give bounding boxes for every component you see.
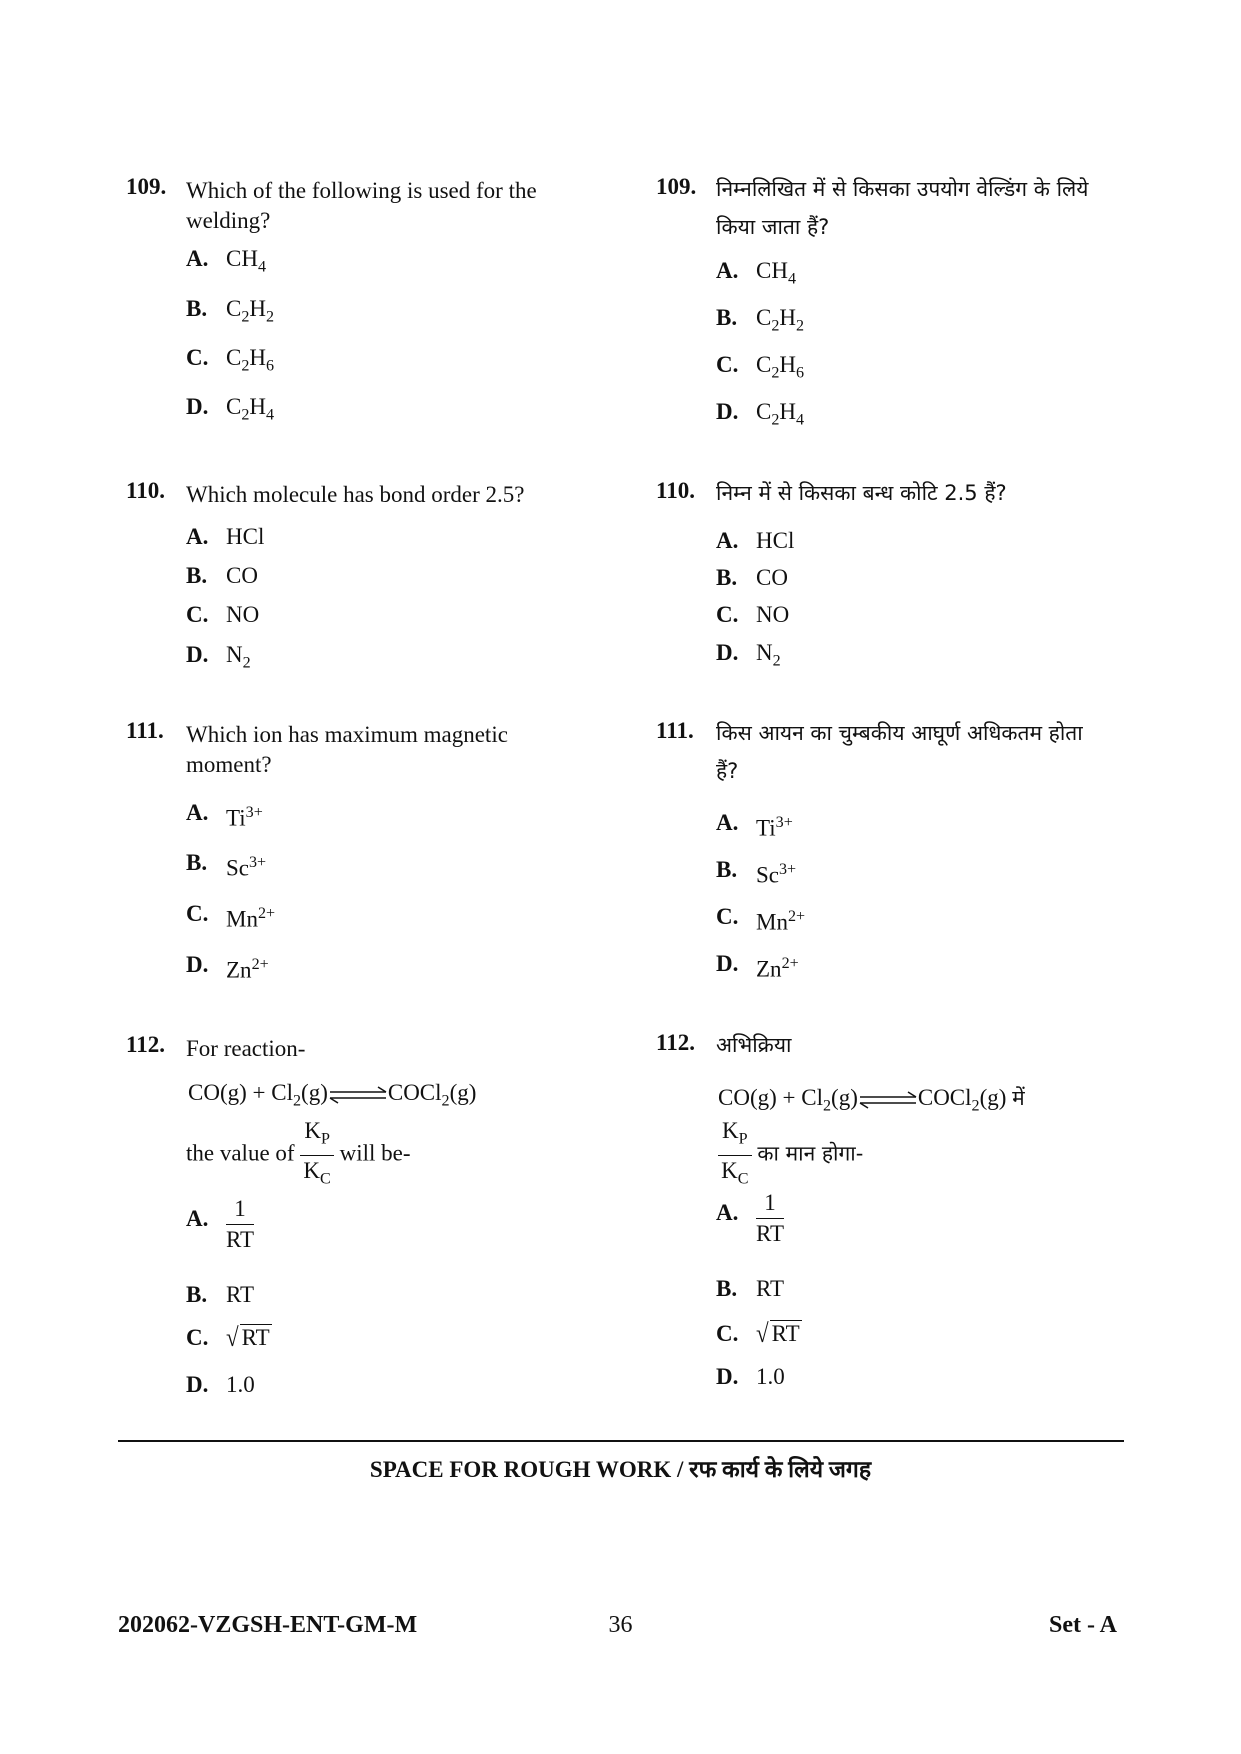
question-text: Which ion has maximum magnetic moment? [186, 722, 508, 777]
set-label: Set - A [1049, 1612, 1117, 1638]
question-number: 110. [126, 478, 165, 503]
question-text-line1: निम्नलिखित में से किसका उपयोग वेल्डिंग के लिये [716, 177, 1089, 201]
option-b[interactable]: B. CO [716, 565, 788, 590]
rough-work-heading: SPACE FOR ROUGH WORK / रफ कार्य के लिये जगह [369, 1457, 872, 1482]
option-a[interactable]: A. $CH_4$ [716, 258, 796, 288]
option-b[interactable]: B. CO [186, 563, 258, 588]
option-c[interactable]: C. √ RT [716, 1319, 800, 1348]
option-d[interactable]: D. $C_2H_4$ [716, 399, 805, 429]
option-d[interactable]: D. $C_2H_4$ [186, 394, 275, 424]
question-number: 111. [126, 718, 164, 743]
question-text-line2: हैं? [716, 759, 739, 783]
question-text: Which of the following is used for the welding? [186, 178, 537, 233]
option-c[interactable]: C. $Mn^{2+}$ [716, 903, 806, 935]
question-text: Which molecule has bond order 2.5? [186, 482, 525, 507]
option-a[interactable]: A. HCl [186, 524, 265, 549]
option-d[interactable]: D. $Zn^{2+}$ [186, 951, 269, 983]
option-b[interactable]: B. $Sc^{3+}$ [186, 849, 267, 881]
option-d[interactable]: D. $N_2$ [716, 640, 781, 670]
page-number: 36 [608, 1612, 633, 1638]
option-c[interactable]: C. √ RT [186, 1323, 270, 1352]
divider [118, 1440, 1124, 1442]
option-a[interactable]: A. $CH_4$ [186, 246, 266, 276]
option-a[interactable]: A. HCl [716, 528, 795, 553]
option-c[interactable]: C. NO [716, 602, 790, 627]
option-c[interactable]: C. $C_2H_6$ [186, 345, 275, 375]
option-b[interactable]: B. $C_2H_2$ [186, 296, 275, 326]
kp-kc-fraction: $\frac{K_P}{K_C}$ [300, 1118, 334, 1192]
question-number: 110. [656, 478, 695, 503]
question-number: 112. [656, 1030, 695, 1055]
question-text-line2: किया जाता हैं? [716, 215, 830, 239]
option-d[interactable]: D. $N_2$ [186, 642, 251, 672]
question-text-line1: किस आयन का चुम्बकीय आघूर्ण अधिकतम होता [716, 721, 1083, 745]
equilibrium-arrows-icon [858, 1091, 918, 1109]
ratio-line: the value of $\frac{K_P}{K_C}$ will be- [186, 1118, 411, 1192]
option-b[interactable]: B. RT [186, 1282, 255, 1307]
option-b[interactable]: B. RT [716, 1276, 785, 1301]
reaction-equation: $CO(g) + Cl_2(g)$ COCl$_2$(g) [188, 1080, 477, 1110]
question-number: 109. [656, 174, 697, 199]
option-a[interactable]: A. $\frac{1}{RT}$ [716, 1190, 785, 1246]
question-text-line1: निम्न में से किसका बन्ध कोटि 2.5 हैं? [716, 481, 1007, 505]
square-root: √ RT [226, 1323, 270, 1352]
option-a[interactable]: A. $\frac{1}{RT}$ [186, 1196, 255, 1252]
question-text-line1: अभिक्रिया [716, 1033, 792, 1057]
option-c[interactable]: C. NO [186, 602, 260, 627]
question-number: 112. [126, 1032, 165, 1057]
option-a[interactable]: A. $Ti^{3+}$ [186, 799, 263, 831]
square-root: √ RT [756, 1319, 800, 1348]
question-number: 109. [126, 174, 167, 199]
option-d[interactable]: D. $Zn^{2+}$ [716, 950, 799, 982]
kp-kc-fraction: $\frac{K_P}{K_C}$ [718, 1118, 752, 1192]
option-d[interactable]: D. 1.0 [716, 1364, 785, 1389]
option-b[interactable]: B. $Sc^{3+}$ [716, 856, 797, 888]
question-text: For reaction- [186, 1036, 306, 1061]
reaction-equation: $CO(g) + Cl_2(g)$ COCl$_2$(g) में [718, 1085, 1025, 1115]
option-c[interactable]: C. $C_2H_6$ [716, 352, 805, 382]
option-c[interactable]: C. $Mn^{2+}$ [186, 900, 276, 932]
option-a[interactable]: A. $Ti^{3+}$ [716, 809, 793, 841]
question-number: 111. [656, 718, 694, 743]
equilibrium-arrows-icon [328, 1086, 388, 1104]
ratio-line: $\frac{K_P}{K_C}$ का मान होगा- [718, 1118, 863, 1192]
option-b[interactable]: B. $C_2H_2$ [716, 305, 805, 335]
option-d[interactable]: D. 1.0 [186, 1372, 255, 1397]
paper-code: 202062-VZGSH-ENT-GM-M [118, 1612, 418, 1638]
